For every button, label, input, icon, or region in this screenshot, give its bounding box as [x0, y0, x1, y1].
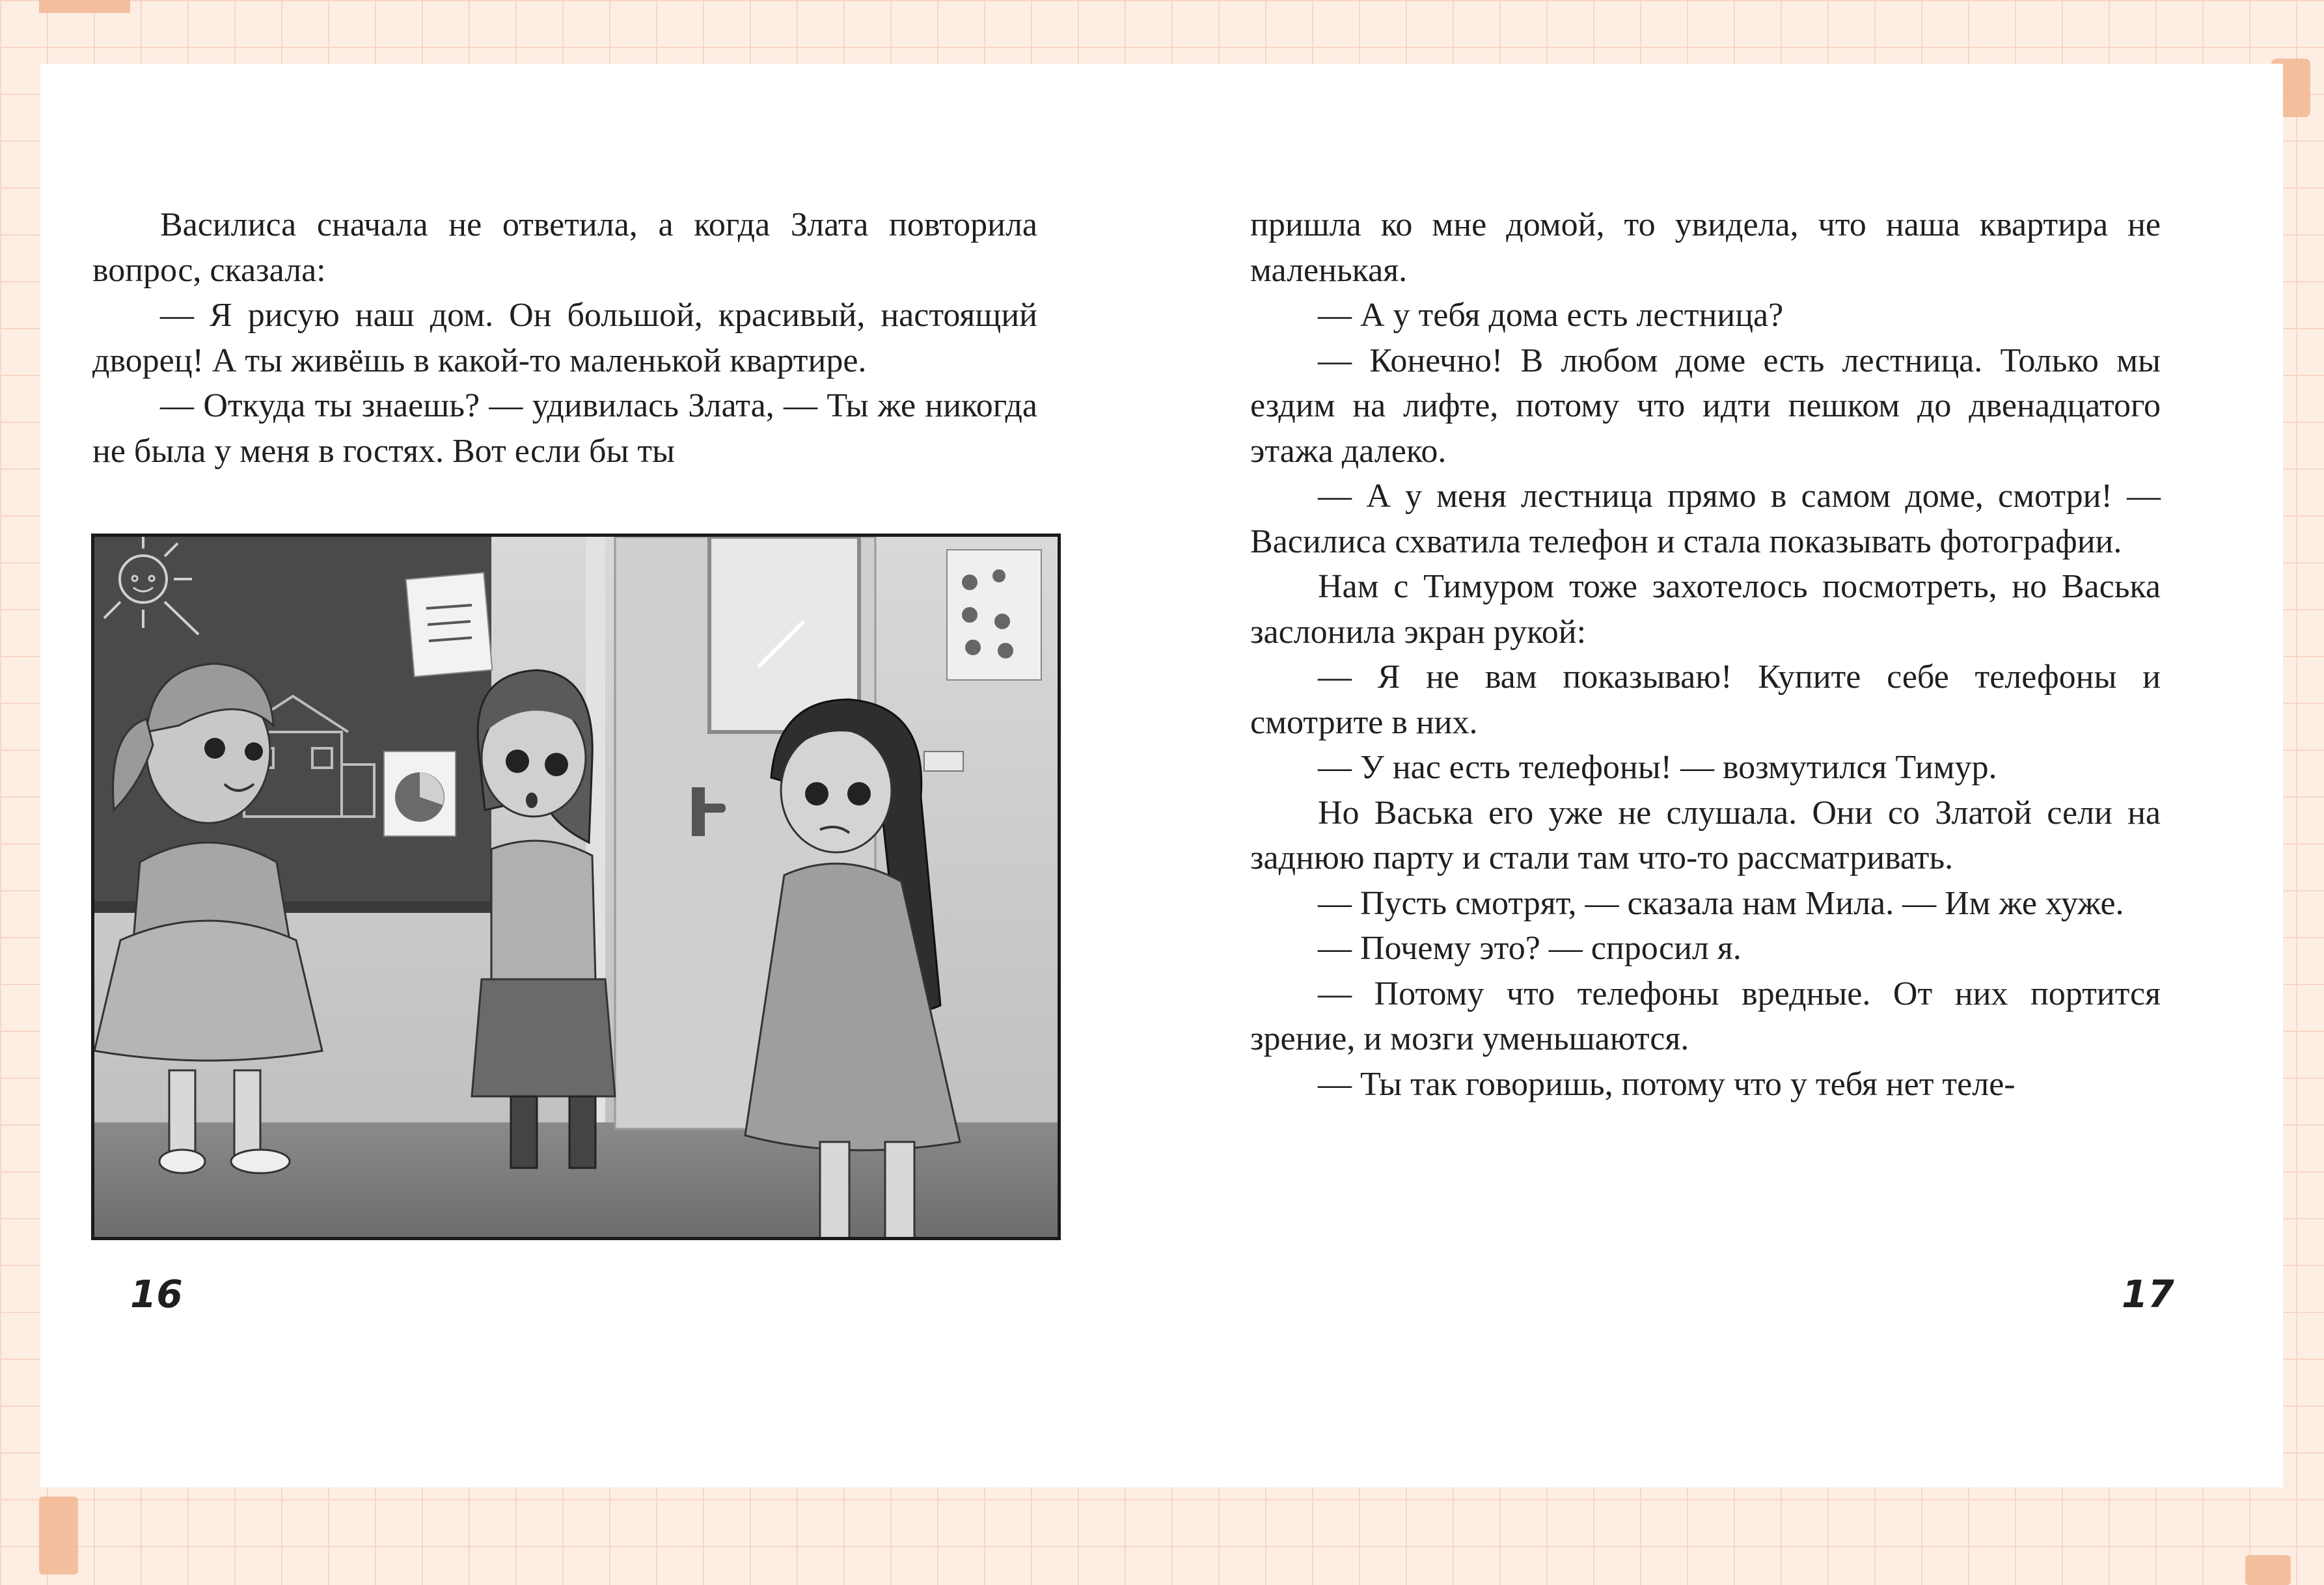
paragraph: — Я рисую наш дом. Он большой, красивый, настоящий дворец! А ты живёшь в какой-то маленькой квартире. — [92, 297, 1037, 379]
right-page-text — [1250, 202, 2161, 1107]
paragraph: — А у меня лестница прямо в самом доме, смотри! — Василиса схватила телефон и стала показывать фотографии. — [1250, 478, 2161, 560]
paragraph: пришла ко мне домой, то увидела, что наша квартира не маленькая. — [1250, 206, 2161, 289]
page-number-left: 16 — [130, 1272, 183, 1316]
paragraph: — Почему это? — спросил я. — [1318, 930, 1742, 967]
paragraph: — А у тебя дома есть лестница? — [1318, 297, 1784, 334]
paragraph: — Потому что телефоны вредные. От них портится зрение, и мозги уменьшаются. — [1250, 975, 2161, 1057]
tape-bottom-right — [2245, 1555, 2291, 1585]
classroom-illustration — [91, 534, 1061, 1240]
page-number-right: 17 — [2122, 1272, 2174, 1316]
tape-top-left — [39, 0, 130, 13]
paragraph: — Конечно! В любом доме есть лестница. Только мы ездим на лифте, потому что идти пешком до двенадцатого этажа далеко. — [1250, 342, 2161, 470]
paragraph: — Ты так говоришь, потому что у тебя нет теле- — [1318, 1065, 2016, 1103]
paragraph: — Откуда ты знаешь? — удивилась Злата, — Ты же никогда не была у меня в гостях. Вот если бы ты — [92, 387, 1037, 470]
paragraph: Нам с Тимуром тоже захотелось посмотреть, но Васька заслонила экран рукой: — [1250, 568, 2161, 651]
paragraph: — Пусть смотрят, — сказала нам Мила. — Им же хуже. — [1318, 884, 2124, 922]
paragraph: — Я не вам показываю! Купите себе телефоны и смотрите в них. — [1250, 658, 2161, 741]
paragraph: — У нас есть телефоны! — возмутился Тимур. — [1318, 749, 1997, 786]
left-page-text — [92, 202, 1037, 474]
tape-bottom-left — [39, 1497, 78, 1575]
paragraph: Василиса сначала не ответила, а когда Злата повторила вопрос, сказала: — [92, 206, 1037, 289]
paragraph: Но Васька его уже не слушала. Они со Златой сели на заднюю парту и стали там что-то рассматривать. — [1250, 794, 2161, 876]
